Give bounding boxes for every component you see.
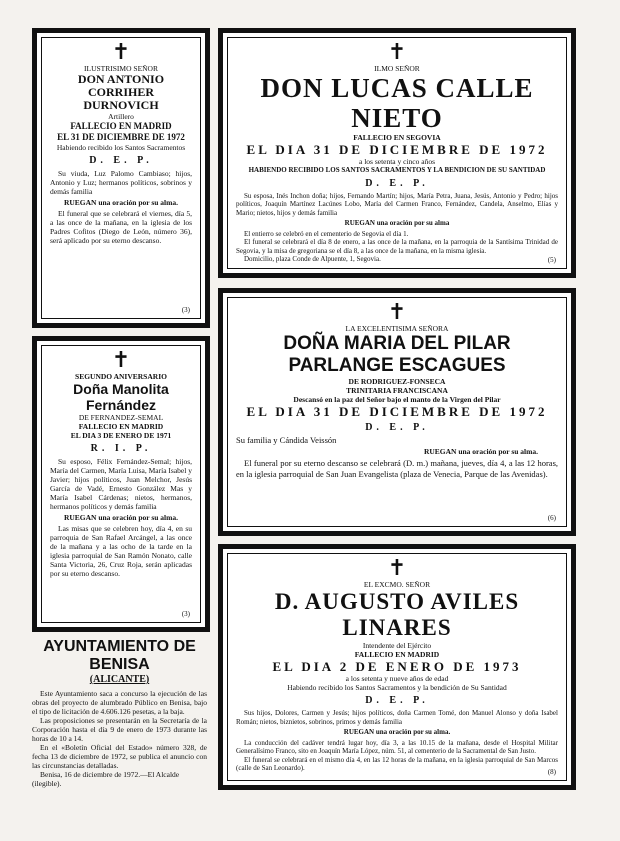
ruegan: RUEGAN una oración por su alma.: [423, 447, 538, 456]
family-text: Su familia y Cándida Veissón: [236, 435, 337, 445]
maiden-name: DE FERNANDEZ-SEMAL: [78, 413, 164, 422]
obituary-frame: [41, 345, 201, 623]
deceased-name: D. AUGUSTO AVILES LINARES: [274, 589, 520, 640]
death-date: EL DIA 31 DE DICIEMBRE DE 1972: [246, 142, 548, 157]
obituary-parlange: [218, 288, 576, 536]
cross-icon: ✝: [387, 40, 407, 65]
honorific: SEGUNDO ANIVERSARIO: [75, 372, 167, 381]
sacraments: HABIENDO RECIBIDO LOS SANTOS SACRAMENTOS Y LA BENDICION DE SU SANTIDAD: [248, 166, 546, 174]
obituary-frame: [227, 37, 567, 269]
cross-icon: ✝: [111, 40, 131, 65]
deceased-name: Doña Manolita Fernández: [73, 381, 169, 413]
death-text: Descansó en la paz del Señor bajo el manto de la Virgen del Pilar: [293, 395, 501, 404]
family-text: Su esposo, Félix Fernández-Semal; hijos, María del Carmen, María Luisa, María Isabel y Javier; hijos políticos, Juan Melchor, Jesús García de Vadé, Ernesto González Mas y María Isabel Cárdenas; nietos, hermanos, hermanos políticos y demás familia: [50, 457, 192, 511]
page-ref: (3): [181, 306, 190, 314]
page-ref: (5): [547, 256, 556, 264]
death-place: FALLECIO EN MADRID: [70, 121, 172, 131]
death-place: FALLECIO EN MADRID: [78, 422, 164, 431]
death-date: EL 31 DE DICIEMBRE DE 1972: [57, 132, 185, 142]
death-date: EL DIA 31 DE DICIEMBRE DE 1972: [246, 404, 548, 419]
family-text: Sus hijos, Dolores, Carmen y Jesús; hijos políticos, doña Carmen Tomé, don Manuel Alonso y doña Isabel Román; nietos, biznietos, sobrinos, primos y demás familia: [236, 709, 558, 726]
announcement-title: AYUNTAMIENTO DE BENISA: [43, 638, 196, 673]
family-text: Su esposa, Inés Inchon doña; hijos, Fernando Martín; hijos, María Petra, Juana, Jesús, Antonio y Pedro; hijos políticos, Joaquín Martínez Lacúnes Lobo, María del Carmen Franco, Fernández, Candela, Anselmo, Elías y Mario; nietos, hijos y demás familia: [236, 191, 558, 217]
honorific: LA EXCELENTISIMA SEÑORA: [345, 324, 449, 333]
obituary-aviles: [218, 544, 576, 790]
obituary-calle-nieto: [218, 28, 576, 278]
cross-icon: ✝: [387, 300, 407, 325]
announcement-subtitle: (ALICANTE): [89, 674, 150, 685]
deceased-name: DOÑA MARIA DEL PILAR PARLANGE ESCAGUES: [283, 333, 511, 376]
announcement-paragraph: Las proposiciones se presentarán en la Secretaría de la Corporación hasta el día 9 de enero de 1973 durante las horas de 10 a 14.: [32, 716, 207, 743]
obituary-frame: [227, 297, 567, 527]
obituary-frame: [41, 37, 201, 319]
religious-order: TRINITARIA FRANCISCANA: [346, 386, 448, 395]
honorific: ILMO SEÑOR: [374, 64, 420, 73]
funeral-text: El funeral por su eterno descanso se celebrará (D. m.) mañana, jueves, día 4, a las 12 horas, en la iglesia parroquial de San Juan Evangelista (plaza de Venecia, Parque de las Avenidas).: [236, 458, 558, 479]
age: a los setenta y cinco años: [358, 157, 436, 166]
announcement-paragraph: Este Ayuntamiento saca a concurso la ejecución de las obras del proyecto de alumbrado Público en Benisa, bajo el tipo de licitación de 4.606.126 pesetas, a la baja.: [32, 689, 207, 716]
deceased-name: DON ANTONIO CORRIHER DURNOVICH: [77, 72, 165, 112]
page-ref: (8): [547, 768, 556, 776]
page-ref: (3): [181, 610, 190, 618]
burial-text: El entierro se celebró en el cementerio de Segovia el día 1.: [244, 229, 409, 238]
announcement-paragraph: En el «Boletín Oficial del Estado» número 328, de fecha 13 de diciembre de 1972, se publica el anuncio con las circunstancias detalladas.: [32, 743, 207, 770]
married-name: DE RODRIGUEZ-FONSECA: [348, 377, 446, 386]
cross-icon: ✝: [387, 556, 407, 581]
funeral-text: El funeral que se celebrará el viernes, día 5, a las once de la mañana, en la iglesia de los Padres Cofitos (Diego de León, número 36), será aplicado por su eterno descanso.: [50, 209, 192, 245]
cross-icon: ✝: [111, 348, 131, 373]
family-text: Su viuda, Luz Palomo Cambiaso; hijos, Antonio y Luz; hermanos políticos, sobrinos y demás familia: [50, 169, 192, 196]
dep: D. E. P.: [89, 155, 153, 166]
obituary-frame: [227, 553, 567, 781]
address-text: Domicilio, plaza Conde de Alpuente, 1, Segovia.: [244, 255, 381, 263]
dep: D. E. P.: [365, 177, 429, 189]
obituary-corriher: [32, 28, 210, 328]
honorific: ILUSTRISIMO SEÑOR: [84, 64, 158, 73]
deceased-name: DON LUCAS CALLE NIETO: [260, 73, 534, 133]
ruegan: RUEGAN una oración por su alma.: [63, 198, 179, 207]
ruegan: RUEGAN una oración por su alma.: [343, 728, 451, 736]
page-ref: (6): [547, 514, 556, 522]
death-place: FALLECIO EN MADRID: [354, 650, 440, 659]
funeral-text: El funeral se celebrará en el mismo día 4, en las 12 horas de la mañana, en la iglesia parroquial de San Marcos (calle de San Leonardo).: [236, 755, 558, 772]
masses-text: Las misas que se celebren hoy, día 4, en su parroquia de San Rafael Arcángel, a las once de la mañana y a las ocho de la tarde en la iglesia parroquial de San Ramón Nonato, calle Santa Victoria, 26, Cruz Roja, serán aplicadas por su eterno descanso.: [50, 524, 192, 578]
rank: Intendente del Ejército: [362, 641, 432, 650]
death-date: EL DIA 2 DE ENERO DE 1973: [272, 659, 522, 674]
sacraments: Habiendo recibido los Santos Sacramentos y la bendición de Su Santidad: [287, 683, 507, 692]
benisa-announcement: [32, 638, 207, 788]
announcement-signature: Benisa, 16 de diciembre de 1972.—El Alcalde (ilegible).: [32, 770, 180, 788]
ruegan: RUEGAN una oración por su alma.: [63, 513, 179, 522]
funeral-text: El funeral se celebrará el día 8 de enero, a las once de la mañana, en la parroquia de la Santísima Trinidad de Segovia, y la misa de gregoriana se el día 8, a las once de la mañana, en la misma iglesia.: [236, 238, 558, 255]
honorific: EL EXCMO. SEÑOR: [363, 580, 431, 589]
age: a los setenta y nueve años de edad: [345, 674, 449, 683]
death-place: FALLECIO EN SEGOVIA: [353, 133, 441, 142]
conduction-text: La conducción del cadáver tendrá lugar hoy, día 3, a las 10.15 de la mañana, desde el Hospital Militar Generalísimo Franco, sito en Joaquín María López, núm. 51, al cementerio de la Sacramental de San Justo.: [236, 738, 558, 755]
dep: D. E. P.: [365, 695, 429, 706]
rip: R. I. P.: [90, 443, 152, 454]
obituary-fernandez: [32, 336, 210, 632]
ruegan: RUEGAN una oración por su alma: [344, 219, 450, 227]
rank: Artillero: [108, 112, 134, 121]
sacraments: Habiendo recibido los Santos Sacramentos: [56, 143, 186, 152]
death-date: EL DIA 3 DE ENERO DE 1971: [70, 431, 172, 440]
dep: D. E. P.: [365, 422, 429, 433]
